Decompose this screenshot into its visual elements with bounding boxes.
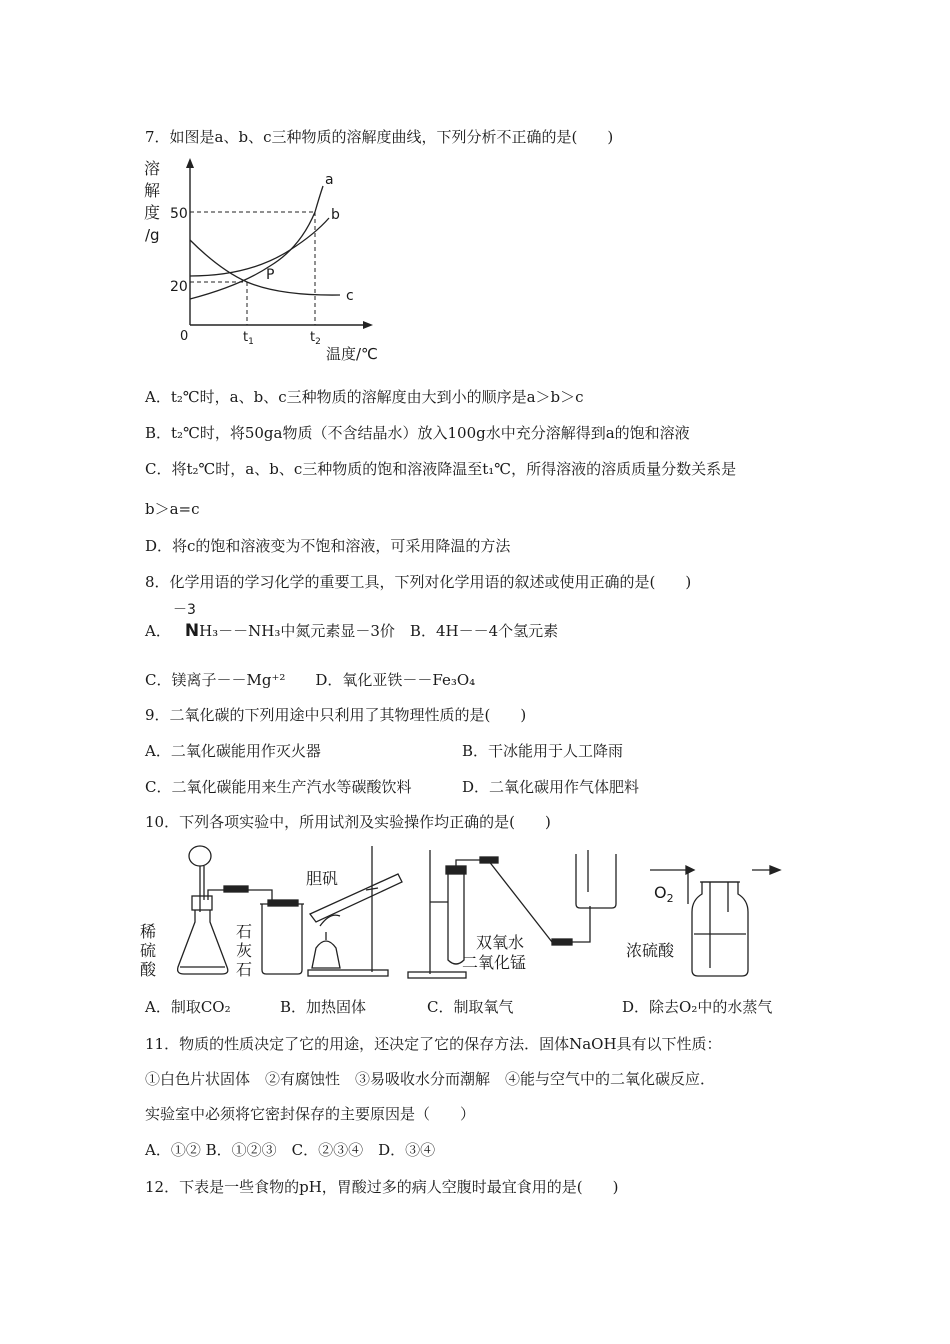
x-axis-arrow — [363, 321, 373, 329]
label-limestone-3: 石 — [236, 960, 253, 979]
q9-option-b: B．干冰能用于人工降雨 — [462, 742, 624, 760]
svg-text:度: 度 — [144, 203, 161, 222]
ytick-20: 20 — [170, 279, 188, 295]
q10-stem: 10．下列各项实验中，所用试剂及实验操作均正确的是( ) — [145, 813, 551, 831]
curve-c — [190, 240, 340, 295]
q9-option-a: A．二氧化碳能用作灭火器 — [145, 742, 321, 760]
label-b: b — [331, 207, 340, 223]
xtick-t2: $t_2$ — [310, 330, 321, 347]
q11-stem: 11．物质的性质决定了它的用途，还决定了它的保存方法．固体NaOH具有以下性质： — [145, 1035, 722, 1053]
q11-question: 实验室中必须将它密封保存的主要原因是（ ） — [145, 1105, 476, 1123]
q7-option-a: A．t₂℃时，a、b、c三种物质的溶解度由大到小的顺序是a＞b＞c — [145, 388, 584, 406]
label-alum: 胆矾 — [306, 869, 339, 888]
q9-option-c: C．二氧化碳能用来生产汽水等碳酸饮料 — [145, 778, 412, 796]
q9-option-d: D．二氧化碳用作气体肥料 — [462, 778, 640, 796]
label-p: P — [266, 267, 275, 283]
q9-stem: 9．二氧化碳的下列用途中只利用了其物理性质的是( ) — [145, 706, 527, 724]
label-limestone-1: 石 — [236, 922, 253, 941]
q7-option-b: B．t₂℃时，将50ga物质（不含结晶水）放入100g水中充分溶解得到a的饱和溶液 — [145, 424, 690, 442]
q8-option-ab — [145, 621, 558, 641]
q11-options: A．①② B．①②③ C．②③④ D．③④ — [145, 1141, 436, 1159]
label-acid-3: 酸 — [140, 960, 157, 979]
y-axis-label — [144, 159, 160, 244]
curve-a — [190, 186, 323, 299]
svg-text:溶: 溶 — [144, 159, 161, 178]
q7-stem: 7．如图是a、b、c三种物质的溶解度曲线，下列分析不正确的是( ) — [145, 128, 614, 146]
origin-label: 0 — [180, 329, 189, 344]
label-limestone-2: 灰 — [236, 941, 253, 960]
q8-option-a-rest: H₃－－NH₃中氮元素显－3价 B．4H－－4个氢元素 — [199, 622, 559, 640]
label-acid-1: 稀 — [140, 922, 157, 941]
q8-option-cd: C．镁离子－－Mg⁺² D．氧化亚铁－－Fe₃O₄ — [145, 671, 476, 689]
q8-option-a-prefix: A． — [145, 622, 171, 640]
label-c: c — [346, 288, 354, 304]
q10-option-a: A．制取CO₂ — [145, 998, 231, 1016]
q7-option-c-line2: b＞a=c — [145, 500, 200, 518]
svg-text:解: 解 — [144, 181, 161, 200]
label-a: a — [325, 172, 334, 188]
apparatus-b — [308, 846, 402, 976]
q12-stem: 12．下表是一些食物的pH，胃酸过多的病人空腹时最宜食用的是( ) — [145, 1178, 619, 1196]
q11-properties: ①白色片状固体 ②有腐蚀性 ③易吸收水分而潮解 ④能与空气中的二氧化碳反应． — [145, 1070, 716, 1088]
q10-option-c: C．制取氧气 — [427, 998, 514, 1016]
label-h2so4: 浓硫酸 — [626, 941, 675, 960]
label-mno2: 二氧化锰 — [462, 953, 527, 972]
label-h2o2: 双氧水 — [476, 933, 525, 952]
experiment-figures — [140, 842, 800, 990]
svg-text:/g: /g — [145, 226, 160, 244]
label-acid-2: 硫 — [140, 941, 157, 960]
xtick-t1: $t_1$ — [243, 330, 254, 347]
x-axis-label: 温度/℃ — [326, 345, 378, 363]
ytick-50: 50 — [170, 206, 188, 222]
q8-valence-mark: －3 — [173, 602, 196, 618]
q10-option-b: B．加热固体 — [280, 998, 367, 1016]
y-axis-arrow — [186, 158, 194, 168]
q8-stem: 8．化学用语的学习化学的重要工具，下列对化学用语的叙述或使用正确的是( ) — [145, 573, 692, 591]
label-o2: $O_2$ — [654, 883, 674, 905]
q7-option-c-line1: C．将t₂℃时，a、b、c三种物质的饱和溶液降温至t₁℃，所得溶液的溶质质量分数关系是 — [145, 460, 737, 478]
q10-option-d: D．除去O₂中的水蒸气 — [622, 998, 773, 1016]
q8-nitrogen-symbol: N — [184, 621, 200, 641]
q7-option-d: D．将c的饱和溶液变为不饱和溶液，可采用降温的方法 — [145, 537, 511, 555]
solubility-chart — [140, 158, 390, 363]
